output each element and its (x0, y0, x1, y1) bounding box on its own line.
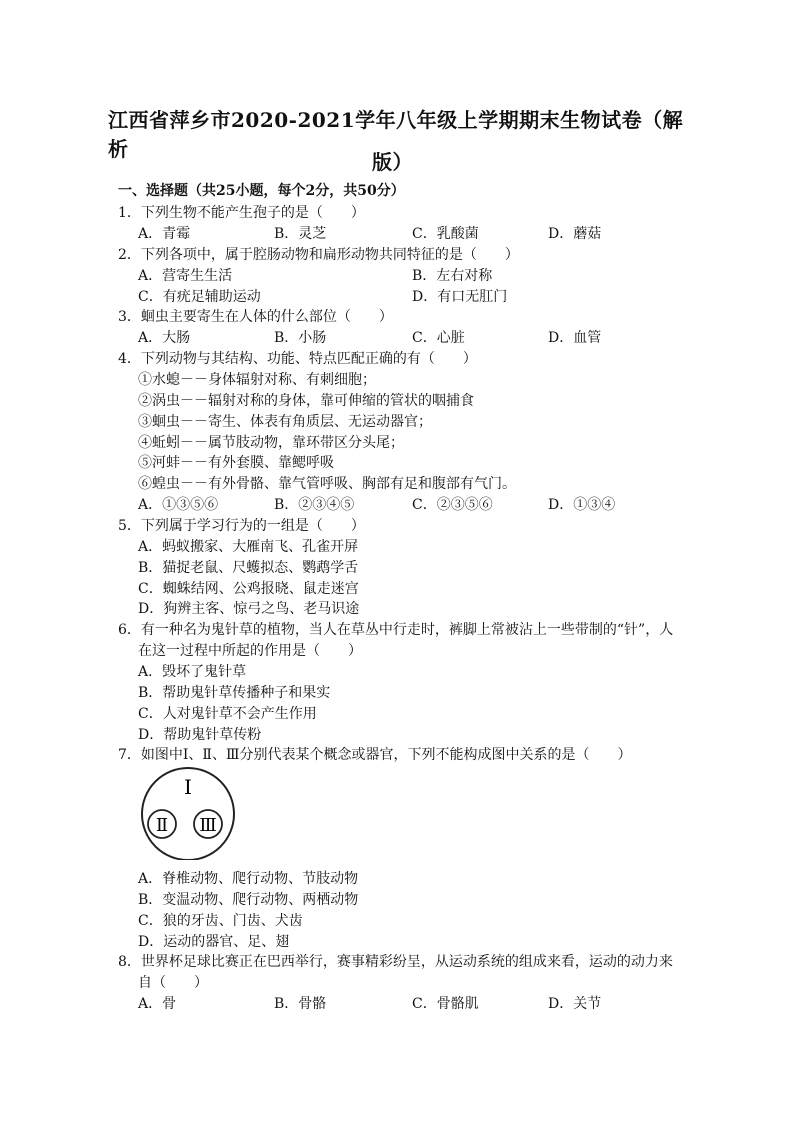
question-1-stem: 1．下列生物不能产生孢子的是（ ） (118, 205, 365, 221)
question-7-option-c: C．狼的牙齿、门齿、犬齿 (138, 913, 303, 929)
question-4-item-5: ⑤河蚌－－有外套膜、靠鳃呼吸 (138, 455, 334, 471)
question-2-option-d: D．有口无肛门 (412, 289, 508, 305)
label-ii: Ⅱ (155, 815, 169, 836)
question-7-option-d: D．运动的器官、足、翅 (138, 934, 290, 950)
question-4-item-2: ②涡虫－－辐射对称的身体，靠可伸缩的管状的咽捕食 (138, 393, 474, 409)
question-1-option-b: B．灵芝 (274, 226, 327, 242)
concept-relationship-diagram (138, 766, 238, 860)
section-heading: 一、选择题（共25小题，每个2分，共50分） (118, 183, 405, 199)
question-6-stem: 6．有一种名为鬼针草的植物，当人在草丛中行走时，裤脚上常被沾上一些带制的“针”，人 (118, 622, 674, 638)
question-4-item-6: ⑥蝗虫－－有外骨骼、靠气管呼吸、胸部有足和腹部有气门。 (138, 476, 516, 492)
question-8-option-b: B．骨骼 (274, 996, 327, 1012)
question-1-option-d: D．蘑菇 (548, 226, 602, 242)
question-6-stem-continued: 在这一过程中所起的作用是（ ） (138, 643, 362, 659)
question-1-option-a: A．青霉 (138, 226, 191, 242)
question-5-option-d: D．狗辨主客、惊弓之鸟、老马识途 (138, 601, 360, 617)
question-8-stem: 8．世界杯足球比赛正在巴西举行，赛事精彩纷呈，从运动系统的组成来看，运动的动力来 (118, 954, 673, 970)
question-3-option-c: C．心脏 (412, 330, 465, 346)
question-7-stem: 7．如图中Ⅰ、Ⅱ、Ⅲ分别代表某个概念或器官，下列不能构成图中关系的是（ ） (118, 747, 632, 763)
question-6-option-a: A．毁坏了鬼针草 (138, 664, 247, 680)
question-7-option-a: A．脊椎动物、爬行动物、节肢动物 (138, 871, 359, 887)
question-4-stem: 4．下列动物与其结构、功能、特点匹配正确的有（ ） (118, 351, 477, 367)
question-4-option-b: B．②③④⑤ (274, 497, 355, 513)
question-8-stem-continued: 自（ ） (138, 975, 208, 991)
question-2-option-a: A．营寄生生活 (138, 268, 233, 284)
question-1-option-c: C．乳酸菌 (412, 226, 479, 242)
question-8-option-a: A．骨 (138, 996, 177, 1012)
question-5-option-a: A．蚂蚁搬家、大雁南飞、孔雀开屏 (138, 539, 359, 555)
question-2-option-c: C．有疣足辅助运动 (138, 289, 261, 305)
question-6-option-b: B．帮助鬼针草传播种子和果实 (138, 685, 331, 701)
question-8-option-d: D．关节 (548, 996, 602, 1012)
question-7-option-b: B．变温动物、爬行动物、两栖动物 (138, 892, 359, 908)
question-5-option-c: C．蜘蛛结网、公鸡报晓、鼠走迷宫 (138, 581, 359, 597)
question-2-stem: 2．下列各项中，属于腔肠动物和扁形动物共同特征的是（ ） (118, 247, 519, 263)
page-title-continued: 版） (372, 150, 413, 174)
question-4-option-d: D．①③④ (548, 497, 616, 513)
label-iii: Ⅲ (199, 815, 217, 836)
question-5-option-b: B．猫捉老鼠、尺蠖拟态、鹦鹉学舌 (138, 560, 359, 576)
question-4-item-1: ①水螅－－身体辐射对称、有刺细胞； (138, 372, 376, 388)
question-6-option-c: C．人对鬼针草不会产生作用 (138, 706, 317, 722)
question-3-option-d: D．血管 (548, 330, 602, 346)
question-4-item-3: ③蛔虫－－寄生、体表有角质层、无运动器官； (138, 414, 432, 430)
question-6-option-d: D．帮助鬼针草传粉 (138, 727, 262, 743)
question-4-option-a: A．①③⑤⑥ (138, 497, 219, 513)
label-i: Ⅰ (184, 775, 192, 799)
question-3-stem: 3．蛔虫主要寄生在人体的什么部位（ ） (118, 309, 393, 325)
question-3-option-a: A．大肠 (138, 330, 191, 346)
page-title: 江西省萍乡市2020-2021学年八年级上学期期末生物试卷（解析 (108, 108, 684, 161)
question-3-option-b: B．小肠 (274, 330, 327, 346)
question-8-option-c: C．骨骼肌 (412, 996, 479, 1012)
question-2-option-b: B．左右对称 (412, 268, 493, 284)
question-4-item-4: ④蚯蚓－－属节肢动物，靠环带区分头尾； (138, 435, 404, 451)
question-5-stem: 5．下列属于学习行为的一组是（ ） (118, 518, 365, 534)
question-4-option-c: C．②③⑤⑥ (412, 497, 493, 513)
